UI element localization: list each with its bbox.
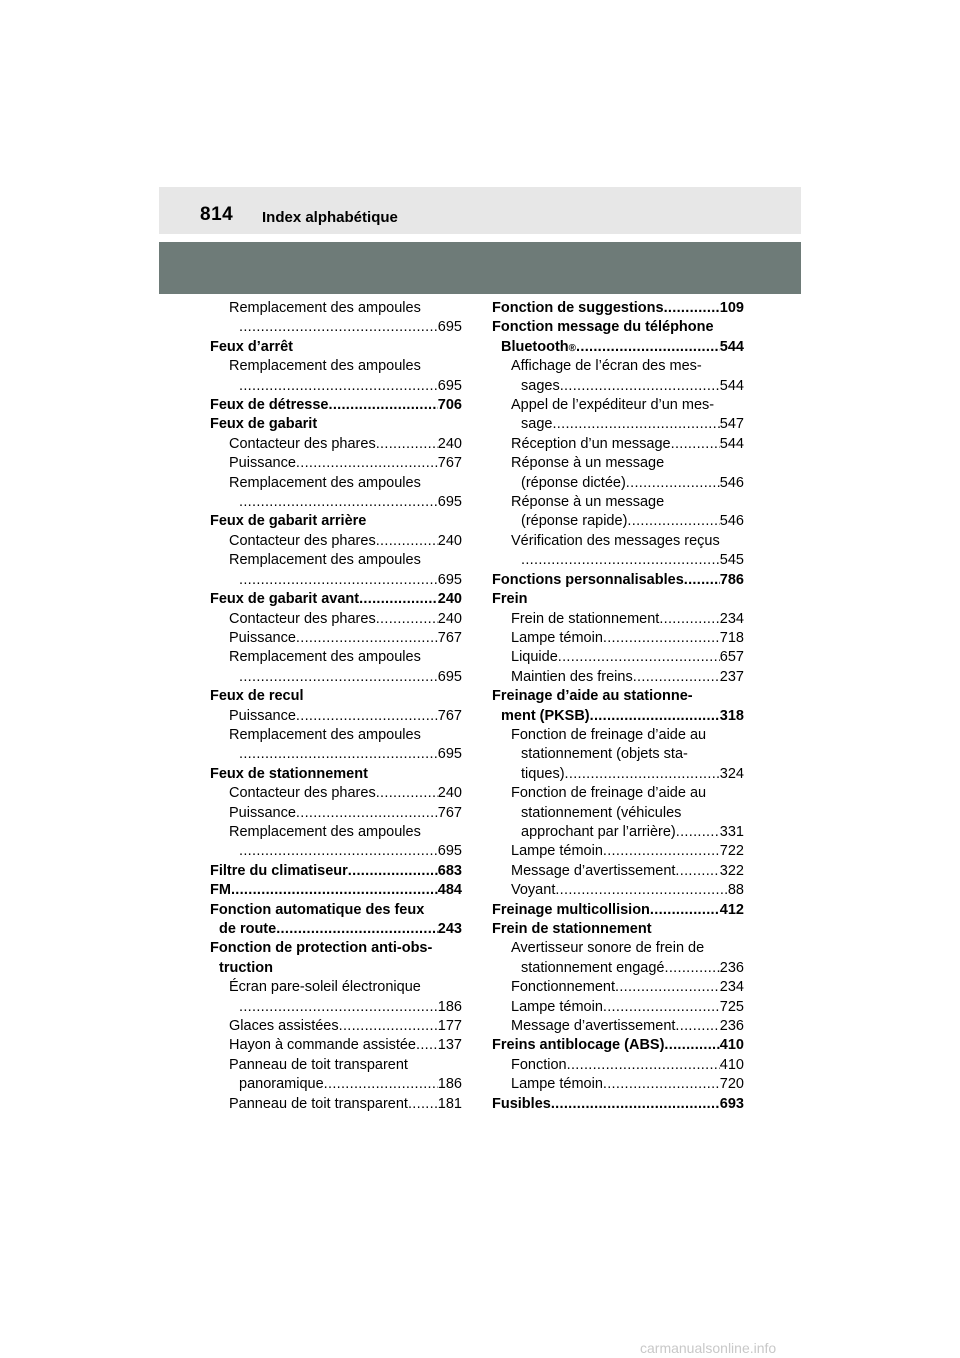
index-entry (492, 1056, 744, 1075)
index-entry (210, 862, 462, 881)
dot-leader (296, 707, 438, 726)
page-reference[interactable]: 240 (437, 435, 462, 452)
index-entry (210, 784, 462, 803)
entry-text: Freins antiblocage (ABS) (492, 1037, 665, 1054)
entry-text: Lampe témoin (511, 1076, 603, 1093)
entry-text: Message d’avertissement (511, 1018, 676, 1035)
index-entry: Fonction message du téléphone (492, 319, 714, 336)
page-reference[interactable]: 786 (719, 571, 744, 588)
index-entry (210, 590, 462, 609)
dot-leader (239, 668, 438, 687)
page-reference[interactable]: 722 (719, 843, 744, 860)
index-entry (492, 648, 744, 667)
entry-text: Panneau de toit transparent (229, 1095, 408, 1112)
index-entry (492, 377, 744, 396)
entry-text: panoramique (239, 1076, 324, 1093)
index-entry: Remplacement des ampoules (229, 552, 421, 569)
dot-leader (627, 512, 719, 531)
index-entry: Fonction de protection anti-obs- (210, 940, 433, 957)
index-entry: Remplacement des ampoules (229, 358, 421, 375)
entry-text: Feux de détresse (210, 397, 329, 414)
index-entry: Avertisseur sonore de frein de (511, 940, 705, 957)
page-reference[interactable]: 695 (437, 494, 462, 511)
dot-leader (296, 804, 438, 823)
index-entry: Feux d’arrêt (210, 338, 293, 355)
dot-leader (664, 299, 720, 318)
index-entry (210, 629, 462, 648)
page-reference[interactable]: 767 (437, 629, 462, 646)
index-entry (492, 707, 744, 726)
page-reference[interactable]: 695 (437, 843, 462, 860)
dot-leader (650, 901, 720, 920)
dot-leader (239, 571, 438, 590)
page-reference[interactable]: 237 (719, 668, 744, 685)
entry-text: Puissance (229, 629, 296, 646)
index-entry (210, 1017, 462, 1036)
dot-leader (521, 551, 720, 570)
dot-leader (675, 862, 719, 881)
dot-leader (560, 377, 720, 396)
index-entry (492, 1075, 744, 1094)
dot-leader (231, 881, 438, 900)
index-entry: Bluetooth ® ..... 544 (492, 338, 744, 357)
index-entry: Fonction de freinage d’aide au (511, 785, 707, 802)
entry-text: Contacteur des phares (229, 532, 376, 549)
entry-text: (réponse rapide) (521, 513, 628, 530)
page-reference[interactable]: 706 (437, 397, 462, 414)
index-entry (210, 920, 462, 939)
entry-text: Message d’avertissement (511, 862, 676, 879)
page-reference[interactable]: 240 (437, 610, 462, 627)
dot-leader (376, 532, 438, 551)
page-reference[interactable]: 186 (437, 1076, 462, 1093)
dot-leader (603, 1075, 720, 1094)
page-reference[interactable]: 545 (719, 552, 744, 569)
index-entry (210, 745, 462, 764)
index-entry (492, 1095, 744, 1114)
dot-leader (408, 1095, 438, 1114)
dot-leader (659, 610, 719, 629)
dot-leader (603, 629, 720, 648)
dot-leader (558, 648, 720, 667)
entry-text: Glaces assistées (229, 1018, 339, 1035)
index-entry: Frein de stationnement (492, 921, 652, 937)
index-entry: Réponse à un message (511, 455, 665, 472)
page-reference[interactable]: 331 (719, 823, 744, 840)
page-reference[interactable]: 767 (437, 804, 462, 821)
dot-leader (359, 590, 438, 609)
index-entry (210, 318, 462, 337)
page-reference[interactable]: 546 (719, 474, 744, 491)
dot-leader (633, 668, 720, 687)
index-entry (492, 512, 744, 531)
dot-leader (376, 610, 438, 629)
page-reference[interactable]: 410 (719, 1056, 744, 1073)
entry-text: Liquide (511, 649, 558, 666)
index-entry (492, 978, 744, 997)
index-entry (210, 532, 462, 551)
index-entry: Feux de gabarit (210, 416, 318, 433)
entry-text: Fonctions personnalisables (492, 571, 684, 588)
entry-text: (réponse dictée) (521, 474, 626, 491)
entry-text: Voyant (511, 882, 556, 899)
page-reference[interactable]: 236 (719, 1018, 744, 1035)
page-reference[interactable]: 412 (719, 901, 744, 918)
page-reference[interactable]: 695 (437, 746, 462, 763)
index-entry (492, 571, 744, 590)
index-column-left (210, 299, 462, 1114)
page-reference[interactable]: 693 (719, 1095, 744, 1112)
index-entry (210, 396, 462, 415)
page-reference[interactable]: 544 (719, 435, 744, 452)
dot-leader (603, 998, 720, 1017)
entry-text: Réception d’un message (511, 435, 671, 452)
dot-leader (239, 493, 438, 512)
page-reference[interactable]: 544 (719, 377, 744, 394)
dot-leader (239, 745, 438, 764)
index-entry (492, 862, 744, 881)
index-column-right (492, 299, 744, 1114)
index-entry (210, 707, 462, 726)
page-reference[interactable]: 657 (719, 649, 744, 666)
index-entry (210, 998, 462, 1017)
index-entry: Panneau de toit transparent (229, 1056, 408, 1073)
page-reference[interactable]: 181 (437, 1095, 462, 1112)
page-reference[interactable]: 695 (437, 571, 462, 588)
entry-text: Puissance (229, 707, 296, 724)
dot-leader (567, 1056, 720, 1075)
entry-text: Contacteur des phares (229, 610, 376, 627)
index-entry (492, 823, 744, 842)
dot-leader (239, 377, 438, 396)
entry-text: Fusibles (492, 1095, 551, 1112)
dot-leader (664, 1036, 719, 1055)
dot-leader (555, 881, 728, 900)
dot-leader (339, 1017, 438, 1036)
page-reference[interactable]: 88 (727, 882, 744, 899)
entry-text: Lampe témoin (511, 998, 603, 1015)
page-reference[interactable]: 546 (719, 513, 744, 530)
index-entry (210, 493, 462, 512)
index-entry: Appel de l’expéditeur d’un mes- (511, 397, 715, 414)
header-bar (159, 242, 801, 294)
index-entry (210, 1095, 462, 1114)
page-reference[interactable]: 544 (719, 338, 744, 355)
dot-leader (296, 629, 438, 648)
dot-leader (328, 396, 437, 415)
dot-leader (324, 1075, 438, 1094)
section-title: Index alphabétique (262, 209, 398, 226)
page-reference[interactable]: 695 (437, 319, 462, 336)
page-reference[interactable]: 324 (719, 765, 744, 782)
index-entry (210, 1075, 462, 1094)
page-reference[interactable]: 234 (719, 610, 744, 627)
index-entry (492, 299, 744, 318)
index-entry (210, 571, 462, 590)
entry-text: Freinage multicollision (492, 901, 650, 918)
dot-leader (684, 571, 720, 590)
index-entry: Feux de gabarit arrière (210, 513, 367, 530)
index-entry: Feux de recul (210, 688, 304, 705)
index-entry (210, 842, 462, 861)
dot-leader (276, 920, 438, 939)
index-entry: Freinage d’aide au stationne- (492, 688, 693, 705)
dot-leader (376, 784, 438, 803)
entry-text: Lampe témoin (511, 843, 603, 860)
dot-leader (239, 318, 438, 337)
entry-text: Hayon à commande assistée (229, 1037, 416, 1054)
index-entry: Vérification des messages reçus (511, 532, 720, 549)
page-reference[interactable]: 718 (719, 629, 744, 646)
entry-text: Fonction (511, 1056, 567, 1073)
entry-text: approchant par l’arrière) (521, 823, 676, 840)
dot-leader (626, 474, 720, 493)
index-entry: stationnement (objets sta- (521, 746, 688, 763)
page-reference[interactable]: 109 (719, 300, 744, 316)
page-reference[interactable]: 318 (719, 707, 744, 724)
entry-text: Puissance (229, 455, 296, 472)
page-reference[interactable]: 720 (719, 1076, 744, 1093)
index-entry (492, 842, 744, 861)
index-entry: Frein (492, 591, 528, 608)
page-reference[interactable]: 695 (437, 668, 462, 685)
index-entry (210, 377, 462, 396)
index-entry (210, 804, 462, 823)
entry-text: Maintien des freins (511, 668, 633, 685)
index-entry (492, 435, 744, 454)
page-reference[interactable]: 234 (719, 979, 744, 996)
entry-text: Filtre du climatiseur (210, 862, 348, 879)
index-entry: stationnement (véhicules (521, 804, 682, 821)
dot-leader (615, 978, 720, 997)
dot-leader (239, 998, 438, 1017)
entry-text: tiques) (521, 765, 565, 782)
page-reference[interactable]: 322 (719, 862, 744, 879)
entry-text: Contacteur des phares (229, 785, 376, 802)
index-entry (492, 474, 744, 493)
page-reference[interactable]: 240 (437, 591, 462, 608)
dot-leader (416, 1036, 438, 1055)
page-number: 814 (200, 204, 234, 225)
index-entry (492, 551, 744, 570)
dot-leader (565, 765, 720, 784)
index-entry: Écran pare-soleil électronique (229, 979, 421, 996)
entry-text: Frein de stationnement (511, 610, 660, 627)
index-entry: Remplacement des ampoules (229, 823, 421, 840)
index-entry (210, 435, 462, 454)
index-entry: Remplacement des ampoules (229, 649, 421, 666)
entry-text: Fonction de suggestions (492, 300, 664, 316)
index-entry (492, 610, 744, 629)
index-entry: Remplacement des ampoules (229, 726, 421, 743)
page-reference[interactable]: 767 (437, 455, 462, 472)
index-entry (492, 668, 744, 687)
page-reference[interactable]: 695 (437, 377, 462, 394)
entry-text: stationnement engagé (521, 959, 665, 976)
dot-leader (671, 435, 720, 454)
dot-leader (590, 707, 720, 726)
index-entry: Remplacement des ampoules (229, 300, 421, 316)
index-entry: Feux de stationnement (210, 765, 368, 782)
entry-text: FM (210, 882, 231, 899)
index-entry (492, 629, 744, 648)
page-reference[interactable]: 177 (437, 1018, 462, 1035)
index-entry (492, 415, 744, 434)
index-entry (492, 959, 744, 978)
entry-text: ment (PKSB) (501, 707, 590, 724)
page-reference[interactable]: 240 (437, 785, 462, 802)
entry-text: Feux de gabarit avant (210, 591, 360, 608)
page-reference[interactable]: 186 (437, 998, 462, 1015)
entry-text: sages (521, 377, 560, 394)
index-entry (492, 765, 744, 784)
page-reference[interactable]: 725 (719, 998, 744, 1015)
index-entry (210, 668, 462, 687)
page-reference[interactable]: 767 (437, 707, 462, 724)
dot-leader (239, 842, 438, 861)
watermark: carmanualsonline.info (640, 1340, 777, 1356)
entry-text: Fonctionnement (511, 979, 615, 996)
index-entry (210, 610, 462, 629)
index-entry (492, 1017, 744, 1036)
index-entry (492, 901, 744, 920)
page-reference[interactable]: 410 (719, 1037, 744, 1054)
page-reference[interactable]: 137 (437, 1037, 462, 1054)
entry-text: Contacteur des phares (229, 435, 376, 452)
dot-leader (296, 454, 438, 473)
page-reference[interactable]: 236 (719, 959, 744, 976)
header-band (159, 187, 801, 234)
index-entry (492, 881, 744, 900)
dot-leader (576, 338, 720, 357)
dot-leader (376, 435, 438, 454)
dot-leader (676, 823, 720, 842)
entry-text: Lampe témoin (511, 629, 603, 646)
index-entry (492, 998, 744, 1017)
index-entry: Remplacement des ampoules (229, 474, 421, 491)
index-entry (210, 881, 462, 900)
index-entry: Réponse à un message (511, 494, 665, 511)
dot-leader (665, 959, 720, 978)
page-reference[interactable]: 547 (719, 416, 744, 433)
index-entry: Fonction de freinage d’aide au (511, 726, 707, 743)
index-entry (210, 1036, 462, 1055)
entry-text: Bluetooth (501, 338, 569, 355)
entry-text: de route (219, 921, 277, 937)
page-reference[interactable]: 683 (437, 862, 462, 879)
page-reference[interactable]: 240 (437, 532, 462, 549)
index-entry (210, 454, 462, 473)
index-entry (492, 1036, 744, 1055)
dot-leader (348, 862, 438, 881)
dot-leader (552, 415, 719, 434)
page-reference[interactable]: 484 (437, 882, 462, 899)
entry-text: sage (521, 416, 553, 433)
dot-leader (551, 1095, 720, 1114)
index-entry: truction (219, 959, 273, 976)
index-entry: Affichage de l’écran des mes- (511, 358, 702, 375)
page-reference[interactable]: 243 (437, 921, 462, 937)
index-entry: Fonction automatique des feux (210, 901, 425, 918)
dot-leader (675, 1017, 719, 1036)
dot-leader (603, 842, 720, 861)
entry-text: Puissance (229, 804, 296, 821)
